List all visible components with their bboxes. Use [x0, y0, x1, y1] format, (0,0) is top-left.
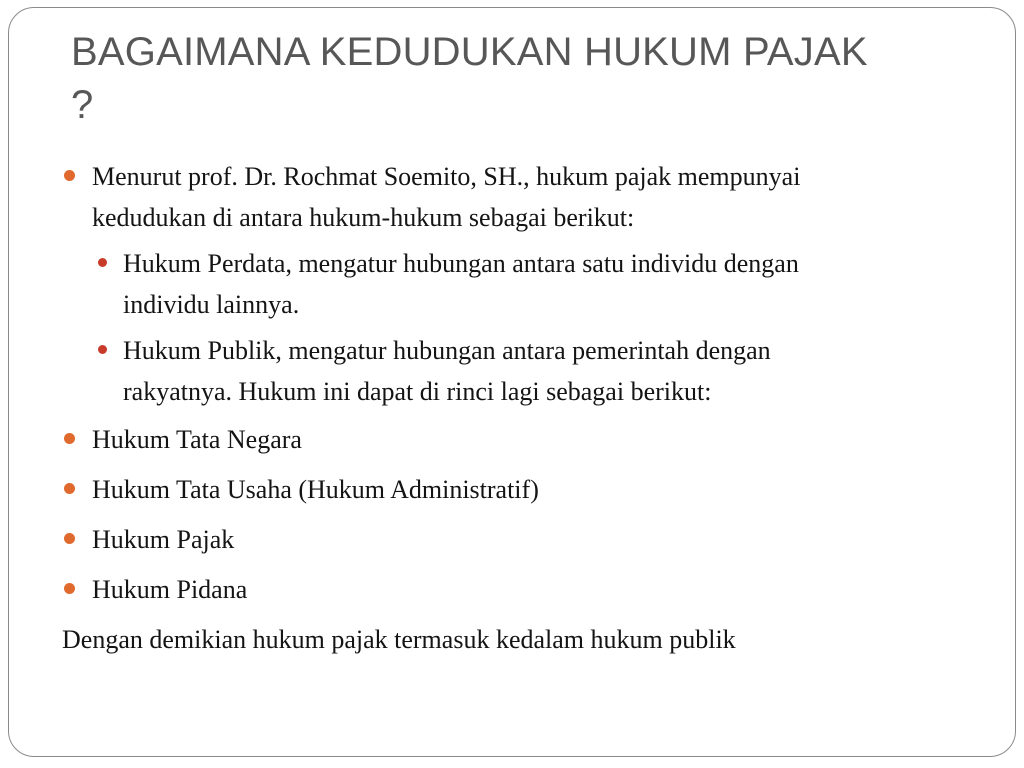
bullet-dot-icon	[64, 483, 75, 494]
bullet-text: Menurut prof. Dr. Rochmat Soemito, SH., hukum pajak mempunyai	[92, 162, 801, 191]
sub-bullet-dot-icon	[98, 345, 107, 354]
bullet-text: kedudukan di antara hukum-hukum sebagai berikut:	[92, 203, 635, 232]
bullet-item	[62, 569, 962, 610]
bullet-text: Hukum Tata Usaha (Hukum Administratif)	[92, 475, 539, 504]
bullet-item	[62, 519, 962, 560]
bullet-item	[62, 156, 962, 238]
slide-body	[62, 156, 962, 660]
bullet-text: Hukum Tata Negara	[92, 425, 302, 454]
title-line-2: ?	[71, 83, 94, 127]
bullet-text: Hukum Publik, mengatur hubungan antara pemerintah dengan	[123, 336, 771, 365]
bullet-item	[62, 419, 962, 460]
title-line-1: BAGAIMANA KEDUDUKAN HUKUM PAJAK	[71, 30, 868, 74]
bullet-dot-icon	[64, 433, 75, 444]
bullet-text: individu lainnya.	[123, 290, 300, 319]
conclusion-text: Dengan demikian hukum pajak termasuk kedalam hukum publik	[62, 625, 736, 654]
bullet-text: Hukum Pidana	[92, 575, 248, 604]
sub-bullet-item	[94, 243, 962, 325]
bullet-dot-icon	[64, 533, 75, 544]
sub-bullet-dot-icon	[98, 258, 107, 267]
bullet-dot-icon	[64, 583, 75, 594]
bullet-item	[62, 469, 962, 510]
bullet-text: Hukum Pajak	[92, 525, 235, 554]
bullet-text: rakyatnya. Hukum ini dapat di rinci lagi sebagai berikut:	[123, 377, 712, 406]
bullet-dot-icon	[64, 170, 75, 181]
bullet-text: Hukum Perdata, mengatur hubungan antara satu individu dengan	[123, 249, 799, 278]
sub-bullet-item	[94, 330, 962, 412]
slide-title	[71, 26, 991, 132]
